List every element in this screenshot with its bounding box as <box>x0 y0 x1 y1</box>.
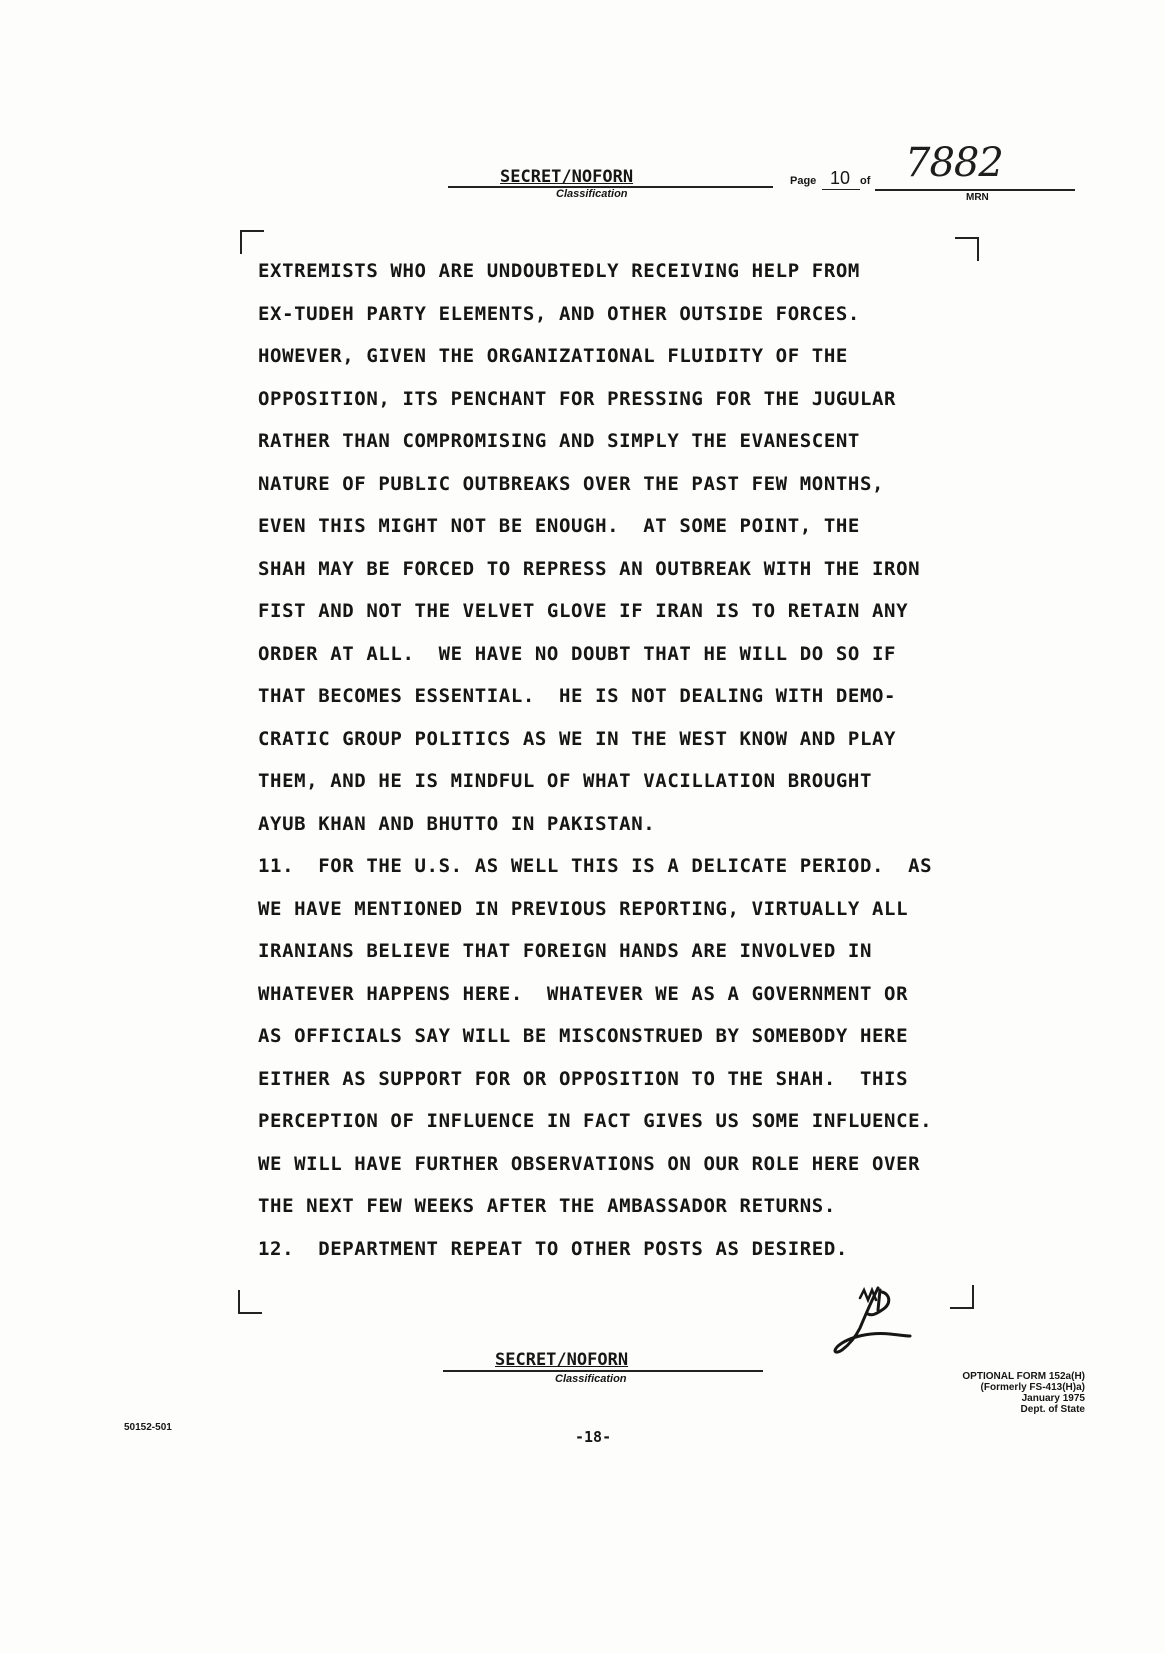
mrn-label: MRN <box>966 192 989 203</box>
body-line: WE HAVE MENTIONED IN PREVIOUS REPORTING, VIRTUALLY ALL <box>258 897 909 920</box>
page-number-rule <box>822 189 860 190</box>
body-line: AYUB KHAN AND BHUTTO IN PAKISTAN. <box>258 812 656 835</box>
body-line: HOWEVER, GIVEN THE ORGANIZATIONAL FLUIDITY OF THE <box>258 345 848 367</box>
body-line: THEM, AND HE IS MINDFUL OF WHAT VACILLATION BROUGHT <box>258 770 872 792</box>
body-line: EVEN THIS MIGHT NOT BE ENOUGH. AT SOME POINT, THE <box>258 515 860 537</box>
mrn-handwritten: 7882 <box>905 140 1003 186</box>
form-number: 50152-501 <box>124 1422 172 1433</box>
footer-classification-rule <box>443 1370 763 1372</box>
body-line: 11. FOR THE U.S. AS WELL THIS IS A DELICATE PERIOD. AS <box>258 855 933 877</box>
header-classification-label: Classification <box>556 188 628 200</box>
body-line: NATURE OF PUBLIC OUTBREAKS OVER THE PAST FEW MONTHS, <box>258 472 885 495</box>
body-line: 12. DEPARTMENT REPEAT TO OTHER POSTS AS DESIRED. <box>258 1237 848 1260</box>
body-line: THE NEXT FEW WEEKS AFTER THE AMBASSADOR RETURNS. <box>258 1195 836 1217</box>
body-line: OPPOSITION, ITS PENCHANT FOR PRESSING FOR THE JUGULAR <box>258 387 897 410</box>
body-line: IRANIANS BELIEVE THAT FOREIGN HANDS ARE INVOLVED IN <box>258 940 872 962</box>
body-line: EITHER AS SUPPORT FOR OR OPPOSITION TO THE SHAH. THIS <box>258 1067 909 1090</box>
of-label: of <box>860 175 871 187</box>
body-line: AS OFFICIALS SAY WILL BE MISCONSTRUED BY SOMEBODY HERE <box>258 1025 909 1047</box>
body-line: WHATEVER HAPPENS HERE. WHATEVER WE AS A GOVERNMENT OR <box>258 982 909 1005</box>
handwritten-initials-signature <box>820 1270 930 1370</box>
body-line: EX-TUDEH PARTY ELEMENTS, AND OTHER OUTSIDE FORCES. <box>258 302 860 325</box>
corner-mark-bottom-left <box>238 1290 262 1314</box>
optional-form-formerly: (Formerly FS-413(H)a) <box>980 1382 1085 1393</box>
page-label: Page <box>790 175 817 187</box>
body-line: THAT BECOMES ESSENTIAL. HE IS NOT DEALING WITH DEMO- <box>258 685 897 707</box>
body-line: FIST AND NOT THE VELVET GLOVE IF IRAN IS TO RETAIN ANY <box>258 600 909 622</box>
body-line: RATHER THAN COMPROMISING AND SIMPLY THE EVANESCENT <box>258 430 860 452</box>
body-line: CRATIC GROUP POLITICS AS WE IN THE WEST KNOW AND PLAY <box>258 727 897 750</box>
header-classification: SECRET/NOFORN <box>500 167 634 187</box>
corner-mark-top-right <box>955 237 979 261</box>
optional-form-dept: Dept. of State <box>1020 1404 1085 1415</box>
body-line: SHAH MAY BE FORCED TO REPRESS AN OUTBREAK WITH THE IRON <box>258 557 921 580</box>
page-number: 10 <box>830 168 851 188</box>
cable-body <box>258 250 932 1270</box>
optional-form-date: January 1975 <box>1021 1393 1085 1404</box>
body-line: PERCEPTION OF INFLUENCE IN FACT GIVES US SOME INFLUENCE. <box>258 1110 933 1132</box>
body-line: ORDER AT ALL. WE HAVE NO DOUBT THAT HE WILL DO SO IF <box>258 642 897 665</box>
footer-classification-label: Classification <box>555 1373 627 1385</box>
corner-mark-bottom-right <box>950 1285 974 1309</box>
optional-form-name: OPTIONAL FORM 152a(H) <box>962 1371 1085 1382</box>
page-mark: -18- <box>575 1428 612 1446</box>
footer-classification: SECRET/NOFORN <box>495 1350 629 1370</box>
body-line: WE WILL HAVE FURTHER OBSERVATIONS ON OUR ROLE HERE OVER <box>258 1152 921 1175</box>
body-line: EXTREMISTS WHO ARE UNDOUBTEDLY RECEIVING HELP FROM <box>258 260 860 282</box>
optional-form-block <box>962 1371 1085 1415</box>
mrn-rule <box>875 189 1075 191</box>
